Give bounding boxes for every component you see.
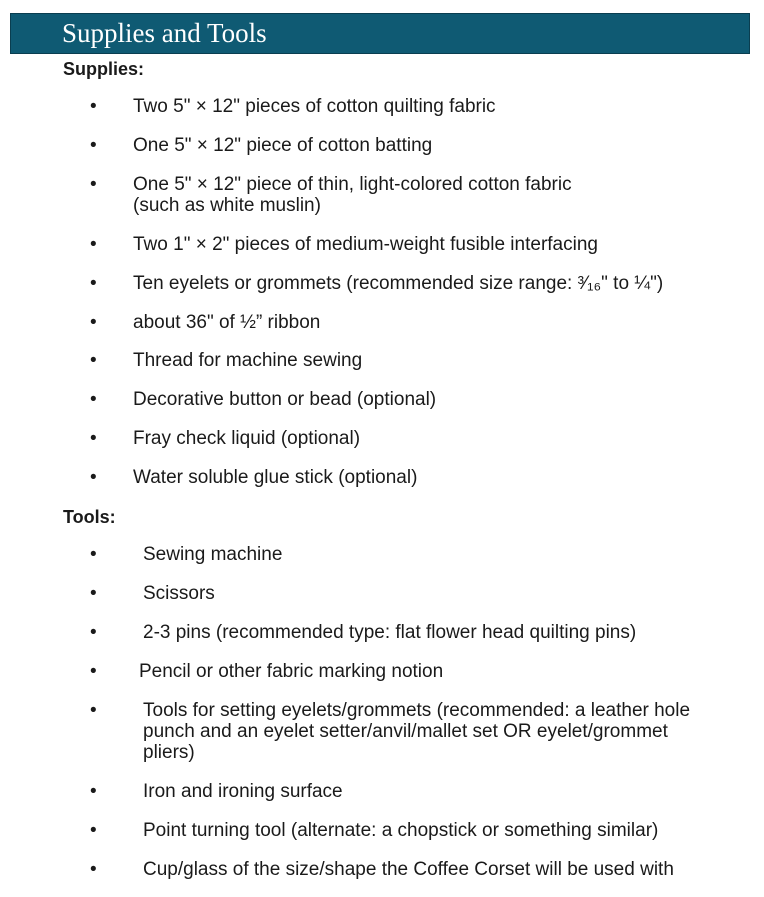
- bullet: •: [90, 273, 97, 294]
- tool-text: Sewing machine: [143, 544, 283, 565]
- tool-text: Pencil or other fabric marking notion: [139, 661, 444, 682]
- section-banner: [10, 13, 750, 54]
- supply-text: Two 5" × 12" pieces of cotton quilting fabric: [133, 96, 496, 117]
- bullet: •: [90, 661, 97, 682]
- bullet: •: [90, 428, 97, 449]
- bullet: •: [90, 859, 97, 880]
- bullet: •: [90, 700, 97, 721]
- tool-text: Scissors: [143, 583, 215, 604]
- supply-text: Decorative button or bead (optional): [133, 389, 437, 410]
- bullet: •: [90, 174, 97, 195]
- bullet: •: [90, 96, 97, 117]
- bullet: •: [90, 467, 97, 488]
- supply-text: One 5" × 12" piece of thin, light-colored cotton fabric (such as white muslin): [133, 174, 572, 216]
- supply-text: about 36" of ½” ribbon: [133, 312, 321, 333]
- bullet: •: [90, 350, 97, 371]
- bullet: •: [90, 622, 97, 643]
- supply-text: Water soluble glue stick (optional): [133, 467, 418, 488]
- bullet: •: [90, 389, 97, 410]
- bullet: •: [90, 781, 97, 802]
- supply-text: One 5" × 12" piece of cotton batting: [133, 135, 433, 156]
- bullet: •: [90, 312, 97, 333]
- bullet: •: [90, 234, 97, 255]
- bullet: •: [90, 583, 97, 604]
- tool-text: Cup/glass of the size/shape the Coffee Corset will be used with: [143, 859, 674, 880]
- supply-text: Fray check liquid (optional): [133, 428, 361, 449]
- supply-text: Two 1" × 2" pieces of medium-weight fusible interfacing: [133, 234, 598, 255]
- tool-text: Iron and ironing surface: [143, 781, 343, 802]
- tool-text: Tools for setting eyelets/grommets (recommended: a leather hole punch and an eyelet setter/anvil/mallet set OR eyelet/grommet pliers): [143, 700, 691, 763]
- tool-text: Point turning tool (alternate: a chopstick or something similar): [143, 820, 659, 841]
- tool-text: 2-3 pins (recommended type: flat flower head quilting pins): [143, 622, 637, 643]
- bullet: •: [90, 544, 97, 565]
- supplies-heading: Supplies:: [63, 59, 145, 79]
- bullet: •: [90, 820, 97, 841]
- supply-text: Thread for machine sewing: [133, 350, 363, 371]
- supply-text: Ten eyelets or grommets (recommended size range: ³⁄₁₆" to ¼"): [133, 273, 664, 294]
- tools-heading: Tools:: [63, 507, 116, 527]
- section-title: Supplies and Tools: [62, 18, 267, 48]
- bullet: •: [90, 135, 97, 156]
